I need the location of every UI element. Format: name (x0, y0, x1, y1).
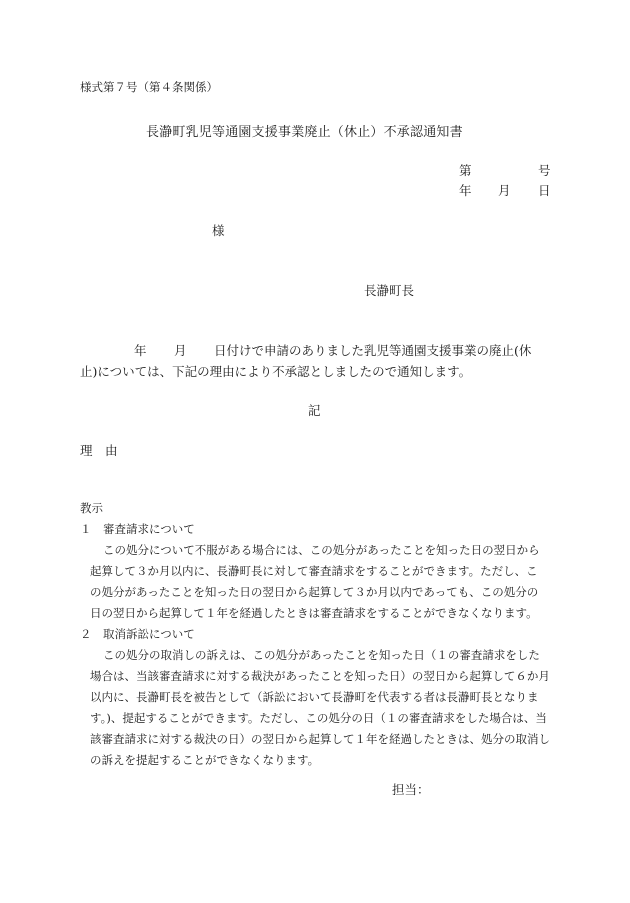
sender-name: 長瀞町長 (364, 283, 415, 298)
contact-label: 担当： (392, 782, 430, 797)
notice-item1-line: この処分について不服がある場合には、この処分があったことを知った日の翌日から (103, 543, 540, 557)
body-line2: 止)については、下記の理由により不承認としましたので通知します。 (80, 364, 472, 379)
body-year: 年 (134, 343, 147, 358)
form-label: 様式第７号（第４条関係） (80, 80, 218, 94)
notice-item2-line: す。)、提起することができます。ただし、この処分の日（１の審査請求をした場合は、当 (90, 711, 547, 725)
notice-item1-title: １ 審査請求について (80, 522, 195, 536)
document-title: 長瀞町乳児等通園支援事業廃止（休止）不承認通知書 (146, 125, 463, 140)
ki-label: 記 (308, 403, 321, 418)
date-year: 年 (459, 183, 472, 198)
notice-item1-line: 日の翌日から起算して１年を経過したときは審査請求をすることができなくなります。 (90, 606, 538, 620)
reason-label: 理 由 (80, 443, 118, 458)
notice-item2-line: 場合は、当該審査請求に対する裁決があったことを知った日）の翌日から起算して６か月 (90, 669, 550, 683)
notice-item2-line: この処分の取消しの訴えは、この処分があったことを知った日（１の審査請求をした (103, 648, 540, 662)
notice-item2-line: の訴えを提起することができなくなります。 (90, 753, 320, 767)
date-month: 月 (498, 183, 511, 198)
number-label: 第 (459, 163, 472, 178)
body-line1: 日付けで申請のありました乳児等通園支援事業の廃止(休 (214, 343, 532, 358)
notice-item2-line: 該審査請求に対する裁決の日）の翌日から起算して１年を経過したときは、処分の取消し (90, 732, 550, 746)
notice-item2-line: 以内に、長瀞町長を被告として（訴訟において長瀞町を代表する者は長瀞町長となりま (90, 690, 539, 704)
body-month: 月 (174, 343, 187, 358)
date-day: 日 (538, 183, 551, 198)
notice-item2-title: ２ 取消訴訟について (80, 627, 195, 641)
addressee-suffix: 様 (212, 223, 225, 238)
notice-item1-line: の処分があったことを知った日の翌日から起算して３か月以内であっても、この処分の (90, 585, 539, 599)
number-suffix: 号 (538, 163, 551, 178)
notice-item1-line: 起算して３か月以内に、長瀞町長に対して審査請求をすることができます。ただし、こ (90, 564, 538, 578)
notice-heading: 教示 (80, 501, 103, 515)
